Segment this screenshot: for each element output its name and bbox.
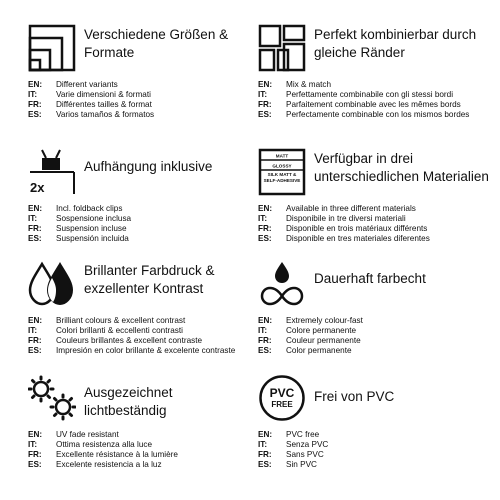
grid-tiles-icon xyxy=(258,24,306,72)
translation-row: IT: Varie dimensioni & formati xyxy=(28,90,151,99)
translation-row: ES: Suspensión incluida xyxy=(28,234,129,243)
translation-row: EN: Available in three different materials xyxy=(258,204,416,213)
translation-row: FR: Disponible en trois matériaux différents xyxy=(258,224,428,233)
translation-row: IT: Perfettamente combinabile con gli stessi bordi xyxy=(258,90,454,99)
nested-squares-icon xyxy=(28,24,76,72)
foldback-clip-icon xyxy=(28,148,76,196)
translation-row: IT: Ottima resistenza alla luce xyxy=(28,440,153,449)
feature-title: Perfekt kombinierbar durch gleiche Ränder xyxy=(314,27,477,60)
svg-text:FREE: FREE xyxy=(271,400,293,409)
feature-title: Frei von PVC xyxy=(314,389,395,404)
translation-list xyxy=(28,204,263,244)
translation-row: ES: Disponible en tres materiales diferentes xyxy=(258,234,430,243)
ink-drops-icon xyxy=(28,260,76,308)
translation-row: EN: Extremely colour-fast xyxy=(258,316,363,325)
translation-row: EN: Brilliant colours & excellent contrast xyxy=(28,316,186,325)
translation-row: EN: Incl. foldback clips xyxy=(28,204,123,213)
svg-text:PVC: PVC xyxy=(269,386,295,400)
translation-list xyxy=(258,316,493,356)
material-stack-icon xyxy=(258,148,306,196)
translation-row: FR: Différentes tailles & format xyxy=(28,100,152,109)
translation-row: FR: Suspension incluse xyxy=(28,224,127,233)
translation-list xyxy=(258,80,493,120)
translation-row: IT: Senza PVC xyxy=(258,440,329,449)
translation-row: EN: Different variants xyxy=(28,80,118,89)
translation-row: IT: Disponibile in tre diversi materiali xyxy=(258,214,406,223)
translation-row: EN: UV fade resistant xyxy=(28,430,119,439)
translation-row: FR: Couleur permanente xyxy=(258,336,361,345)
translation-row: ES: Excelente resistencia a la luz xyxy=(28,460,162,469)
translation-row: IT: Colori brillanti & eccellenti contrasti xyxy=(28,326,183,335)
feature-title: Dauerhaft farbecht xyxy=(314,271,426,286)
material-label-silk: SILK MATT & SELF-ADHESIVE xyxy=(263,172,301,183)
feature-title: Aufhängung inklusive xyxy=(84,159,213,174)
svg-text:MATT: MATT xyxy=(275,153,289,159)
translation-row: EN: PVC free xyxy=(258,430,320,439)
pvc-free-icon xyxy=(258,374,306,422)
translation-list xyxy=(28,430,263,470)
translation-list xyxy=(258,204,493,244)
translation-row: FR: Parfaitement combinable avec les mêmes bords xyxy=(258,100,461,109)
sun-gears-icon xyxy=(28,374,76,422)
translation-row: IT: Sospensione inclusa xyxy=(28,214,132,223)
feature-title: Brillanter Farbdruck & exzellenter Kontrast xyxy=(84,263,215,296)
translation-row: ES: Color permanente xyxy=(258,346,352,355)
translation-row: ES: Impresión en color brillante & excelente contraste xyxy=(28,346,236,355)
translation-list xyxy=(28,80,263,120)
svg-text:2x: 2x xyxy=(30,180,45,195)
translation-row: ES: Varios tamaños & formatos xyxy=(28,110,155,119)
feature-title: Verschiedene Größen & Formate xyxy=(84,27,229,60)
translation-list xyxy=(258,430,493,470)
translation-row: EN: Mix & match xyxy=(258,80,332,89)
translation-row: FR: Excellente résistance à la lumière xyxy=(28,450,178,459)
translation-row: FR: Couleurs brillantes & excellent contraste xyxy=(28,336,203,345)
translation-row: FR: Sans PVC xyxy=(258,450,324,459)
svg-text:GLOSSY: GLOSSY xyxy=(272,163,292,169)
feature-title: Ausgezeichnet lichtbeständig xyxy=(84,385,173,418)
translation-row: ES: Sin PVC xyxy=(258,460,317,469)
drop-infinity-icon xyxy=(258,260,306,308)
translation-list xyxy=(28,316,263,356)
translation-row: IT: Colore permanente xyxy=(258,326,357,335)
translation-row: ES: Perfectamente combinable con los mismos bordes xyxy=(258,110,470,119)
feature-title: Verfügbar in drei unterschiedlichen Materialien xyxy=(314,151,489,184)
